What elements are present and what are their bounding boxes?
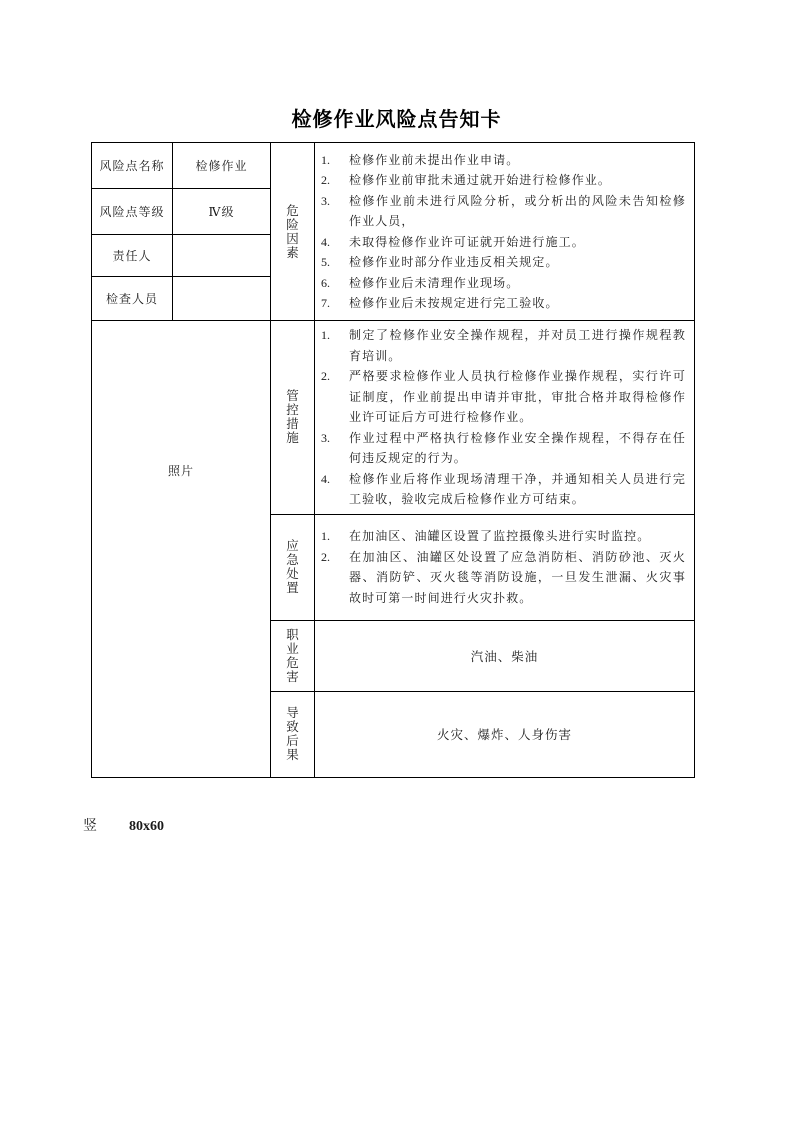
emergency-list bbox=[315, 522, 694, 612]
list-item: 2. 严格要求检修作业人员执行检修作业操作规程，实行许可证制度，作业前提出申请并审批，审批合格并取得检修作业许可证后方可进行检修作业。 bbox=[321, 369, 686, 424]
list-item: 3. 作业过程中严格执行检修作业安全操作规程，不得存在任何违反规定的行为。 bbox=[321, 430, 686, 465]
inspector-value bbox=[173, 277, 271, 321]
list-item: 4. 未取得检修作业许可证就开始进行施工。 bbox=[321, 234, 585, 249]
emergency-label: 应 急 处 置 bbox=[271, 514, 315, 620]
risk-level-value: Ⅳ级 bbox=[173, 189, 271, 235]
controls-list bbox=[315, 321, 694, 514]
risk-level-label: 风险点等级 bbox=[92, 189, 173, 235]
occupational-content: 汽油、柴油 bbox=[315, 620, 695, 691]
list-item: 7. 检修作业后未按规定进行完工验收。 bbox=[321, 296, 559, 310]
controls-label: 管 控 措 施 bbox=[271, 321, 315, 515]
list-item: 1. 制定了检修作业安全操作规程，并对员工进行操作规程教育培训。 bbox=[321, 328, 686, 363]
list-item: 6. 检修作业后未清理作业现场。 bbox=[321, 275, 520, 290]
list-item: 2. 检修作业前审批未通过就开始进行检修作业。 bbox=[321, 173, 612, 187]
hazards-label: 危 险 因 素 bbox=[271, 143, 315, 321]
responsible-label: 责任人 bbox=[92, 235, 173, 277]
emergency-content bbox=[315, 514, 695, 620]
hazards-list bbox=[315, 146, 694, 318]
occupational-label: 职 业 危 害 bbox=[271, 620, 315, 691]
risk-name-value: 检修作业 bbox=[173, 143, 271, 189]
consequences-content: 火灾、爆炸、人身伤害 bbox=[315, 691, 695, 777]
list-item: 5. 检修作业时部分作业违反相关规定。 bbox=[321, 255, 559, 269]
responsible-value bbox=[173, 235, 271, 277]
list-item: 3. 检修作业前未进行风险分析，或分析出的风险未告知检修作业人员， bbox=[321, 193, 686, 228]
consequences-label: 导 致 后 果 bbox=[271, 691, 315, 777]
list-item: 2. 在加油区、油罐区处设置了应急消防柜、消防砂池、灭火器、消防铲、灭火毯等消防设施，一旦发生泄漏、火灾事故时可第一时间进行火灾扑救。 bbox=[321, 549, 686, 605]
controls-content bbox=[315, 321, 695, 515]
photo-area-continued bbox=[92, 620, 271, 777]
risk-name-label: 风险点名称 bbox=[92, 143, 173, 189]
risk-notice-card bbox=[91, 142, 695, 778]
size-note bbox=[83, 815, 164, 835]
list-item: 4. 检修作业后将作业现场清理干净，并通知相关人员进行完工验收，验收完成后检修作业方可结束。 bbox=[321, 471, 686, 506]
list-item: 1. 在加油区、油罐区设置了监控摄像头进行实时监控。 bbox=[321, 529, 651, 543]
hazards-content bbox=[315, 143, 695, 321]
size-value: 80x60 bbox=[129, 819, 164, 834]
inspector-label: 检查人员 bbox=[92, 277, 173, 321]
list-item: 1. 检修作业前未提出作业申请。 bbox=[321, 152, 520, 167]
page-title: 检修作业风险点告知卡 bbox=[291, 107, 502, 131]
orientation-label: 竖 bbox=[83, 818, 97, 834]
photo-placeholder: 照片 bbox=[92, 321, 271, 621]
